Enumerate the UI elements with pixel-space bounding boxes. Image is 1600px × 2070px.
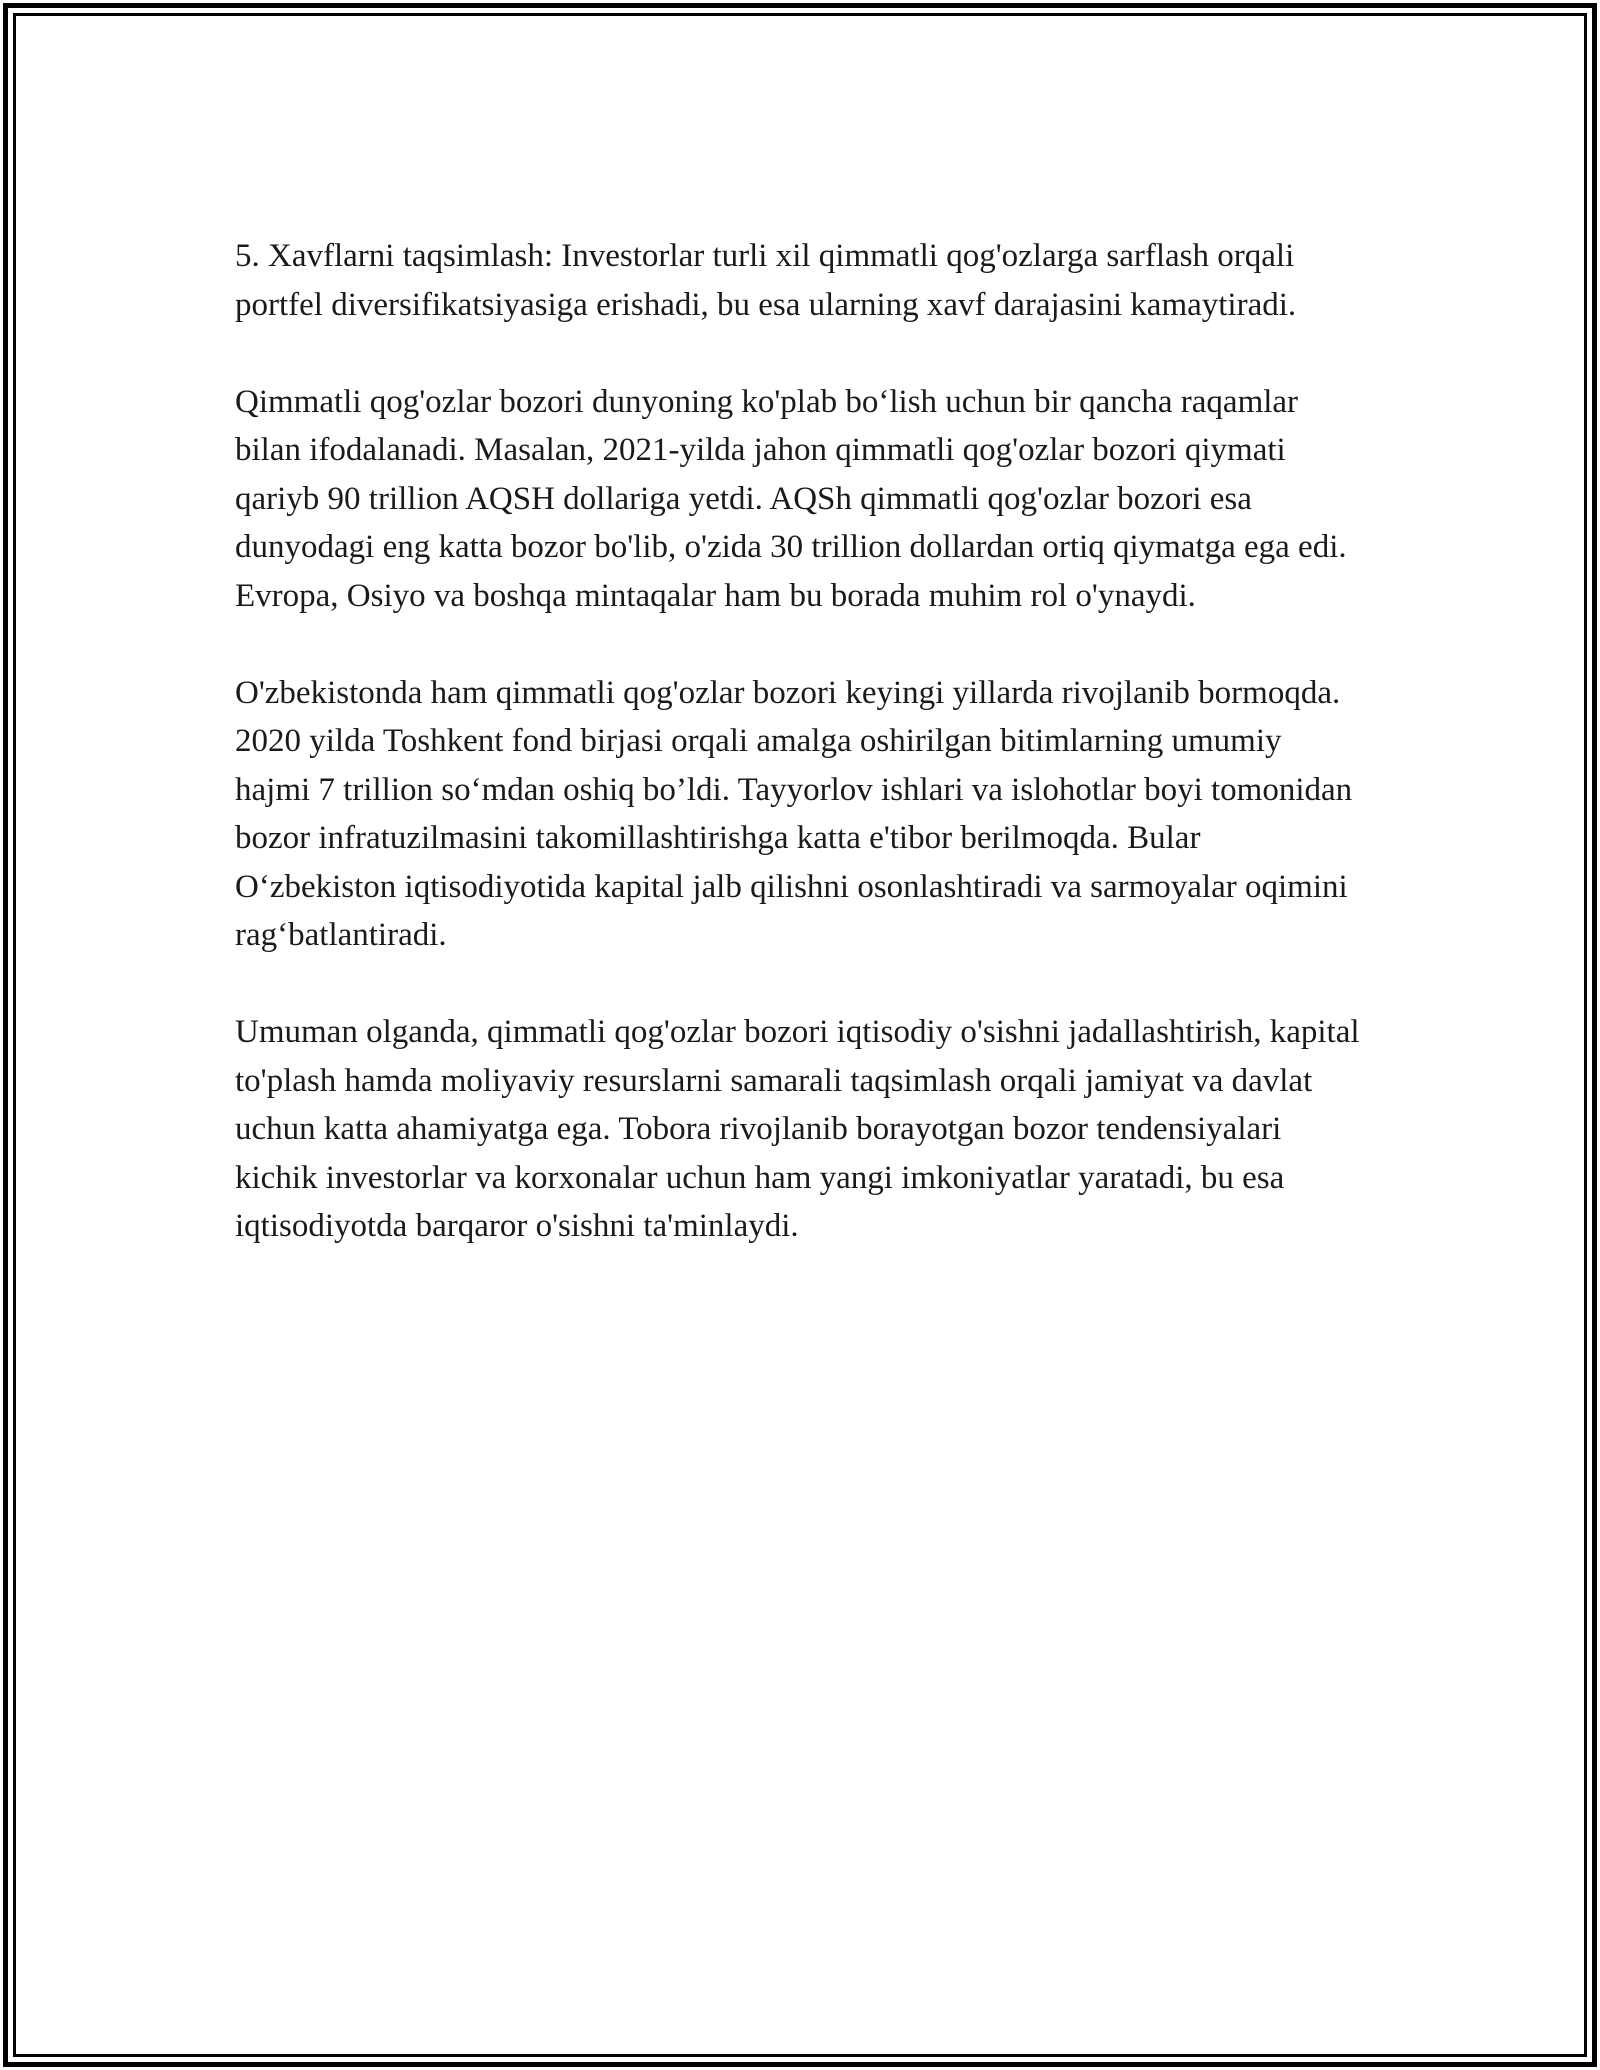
paragraph-risk-distribution: 5. Xavflarni taqsimlash: Investorlar turli xil qimmatli qog'ozlarga sarflash orqali portfel diversifikatsiyasiga erishadi, bu esa ularning xavf darajasini kamaytiradi. bbox=[235, 238, 1297, 323]
document-body bbox=[235, 232, 1360, 1299]
paragraph-global-market: Qimmatli qog'ozlar bozori dunyoning ko'plab bo‘lish uchun bir qancha raqamlar bilan ifodalanadi. Masalan, 2021-yilda jahon qimmatli qog'ozlar bozori qiymati qariyb 90 trillion AQSH dollariga yetdi. AQSh qimmatli qog'ozlar bozori esa dunyodagi eng katta bozor bo'lib, o'zida 30 trillion dollardan ortiq qiymatga ega edi. Evropa, Osiyo va boshqa mintaqalar ham bu borada muhim rol o'ynaydi. bbox=[235, 383, 1347, 614]
paragraph-uzbekistan-market: O'zbekistonda ham qimmatli qog'ozlar bozori keyingi yillarda rivojlanib bormoqda. 2020 yilda Toshkent fond birjasi orqali amalga oshirilgan bitimlarning umumiy hajmi 7 trillion so‘mdan oshiq bo’ldi. Tayyorlov ishlari va islohotlar boyi tomonidan bozor infratuzilmasini takomillashtirishga katta e'tibor berilmoqda. Bular O‘zbekiston iqtisodiyotida kapital jalb qilishni osonlashtiradi va sarmoyalar oqimini rag‘batlantiradi. bbox=[235, 674, 1353, 953]
paragraph-conclusion: Umuman olganda, qimmatli qog'ozlar bozori iqtisodiy o'sishni jadallashtirish, kapital to'plash hamda moliyaviy resurslarni samarali taqsimlash orqali jamiyat va davlat uchun katta ahamiyatga ega. Tobora rivojlanib borayotgan bozor tendensiyalari kichik investorlar va korxonalar uchun ham yangi imkoniyatlar yaratadi, bu esa iqtisodiyotda barqaror o'sishni ta'minlaydi. bbox=[235, 1014, 1360, 1244]
